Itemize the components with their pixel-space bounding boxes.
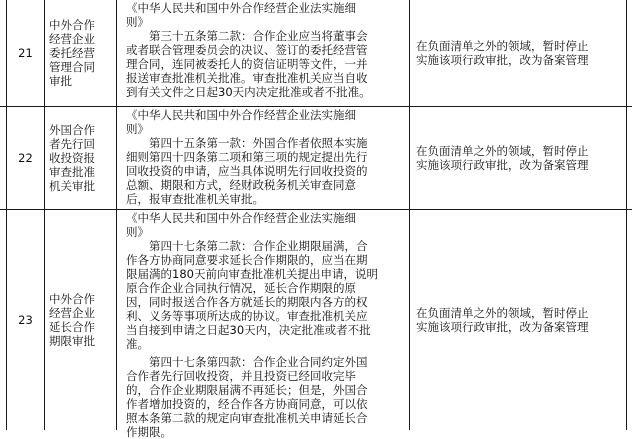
approval-item-name: 中外合作 经营企业 延长合作 期限审批	[49, 292, 95, 348]
approval-item-name: 中外合作 经营企业 委托经营 管理合同 审批	[49, 18, 95, 88]
legal-basis	[117, 107, 409, 209]
legal-basis	[117, 0, 409, 106]
approval-item-name: 外国合作 者先行回 收投资报 审查批准 机关审批	[49, 123, 95, 193]
reform-measure: 在负面清单之外的领域，暂时停止 实施该项行政审批，改为备案管理	[416, 144, 589, 172]
basis-paragraph: 《中华人民共和国中外合作经营企业法实施细 则》	[126, 211, 356, 239]
basis-paragraph: 第四十七条第二款：合作企业期限届满，合 作各方协商同意要求延长合作期限的，应当在期 限届满的180天前向审查批准机关提出申请，说明 原合作企业合同执行情况，延长合作期限的原 因，同时报送合作各方就延长的期限内各方的权 利、义务等事项所达成的协议。审查批准机关应 当自接到申请之日起30天内，决定批准或者不批 准。	[126, 239, 378, 351]
basis-paragraph: 《中华人民共和国中外合作经营企业法实施细 则》	[126, 108, 356, 136]
basis-paragraph: 第四十五条第一款：外国合作者依照本实施 细则第四十四条第二项和第三项的规定提出先行 回收投资的申请，应当具体说明先行回收投资的 总额、期限和方式，经财政税务机关审查同意 后，报审查批准机关审批。	[126, 136, 368, 206]
basis-paragraph: 《中华人民共和国中外合作经营企业法实施细 则》	[126, 1, 356, 29]
reform-measure: 在负面清单之外的领域，暂时停止 实施该项行政审批，改为备案管理	[416, 39, 589, 67]
basis-paragraph: 第三十五条第二款：合作企业应当将董事会 或者联合管理委员会的决议、签订的委托经营管 理合同，连同被委托人的资信证明等文件，一并 报送审查批准机关批准。审查批准机关应当自收 到有关文件之日起30天内决定批准或者不批准。	[126, 29, 371, 99]
row-number: 23	[18, 313, 33, 327]
basis-paragraph: 第四十七条第四款：合作企业合同约定外国 合作者先行回收投资，并且投资已经回收完毕 的，合作企业期限届满不再延长；但是，外国合 作者增加投资的，经合作各方协商同意，可以依 照本条第二款的规定向审查批准机关申请延长合 作期限。	[126, 355, 368, 439]
row-number: 21	[18, 46, 33, 60]
reform-measure: 在负面清单之外的领域，暂时停止 实施该项行政审批，改为备案管理	[416, 306, 589, 334]
legal-basis	[117, 210, 409, 439]
row-number: 22	[18, 151, 33, 165]
table-vertical-rule	[626, 0, 627, 430]
